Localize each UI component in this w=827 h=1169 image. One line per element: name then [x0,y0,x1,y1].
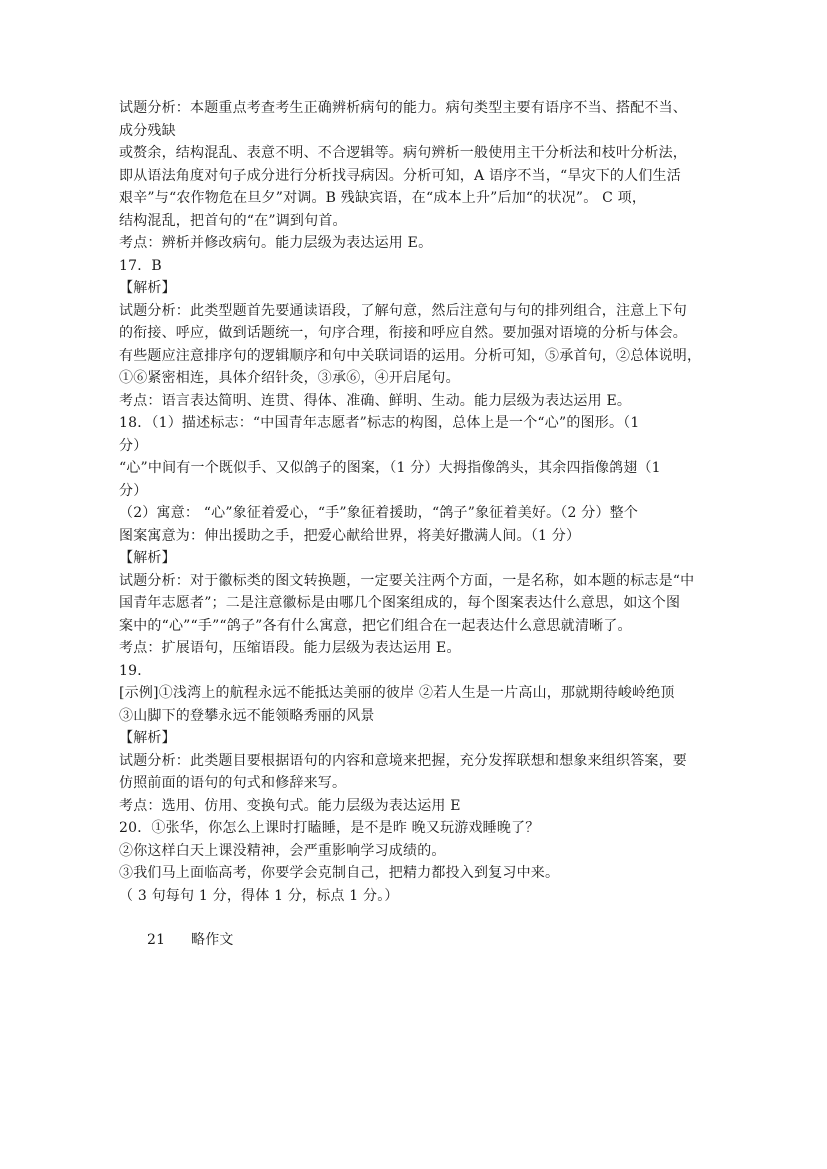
section-heading: 【解析】 [119,730,176,746]
text-line: 分） [119,482,148,499]
text-line: （ 3 句每句 1 分，得体 1 分，标点 1 分。） [119,887,399,904]
question-number: 17．B [119,257,162,274]
text-line: 考点：选用、仿用、变换句式。能力层级为表达运用 E [119,797,461,814]
document-body [119,97,709,952]
text-line: 考点：语言表达简明、连贯、得体、准确、鲜明、生动。能力层级为表达运用 E。 [119,392,632,409]
question-number: 18．（1）描述标志：“中国青年志愿者”标志的构图，总体上是一个“心”的图形。（1 [119,415,640,431]
text-line: 试题分析：对于徽标类的图文转换题，一定要关注两个方面，一是名称，如本题的标志是“中 [119,572,695,589]
text-line: 试题分析：本题重点考查考生正确辨析病句的能力。病句类型主要有语序不当、搭配不当、 [119,100,687,116]
text-line: ③我们马上面临高考，你要学会克制自己，把精力都投入到复习中来。 [119,865,560,881]
final-question-text: 略作文 [191,932,234,948]
text-line: 图案寓意为：伸出援助之手，把爱心献给世界，将美好撒满人间。（1 分） [119,527,581,544]
section-heading: 【解析】 [119,280,176,296]
text-line: 试题分析：此类题目要根据语句的内容和意境来把握，充分发挥联想和想象来组织答案，要 [119,752,687,769]
final-question [119,929,709,952]
text-line: 结构混乱，把首句的“在”调到句首。 [119,212,347,229]
text-line: 案中的“心”“手”“鸽子”各有什么寓意，把它们组合在一起表达什么意思就清晰了。 [119,617,632,634]
spacer [119,907,709,929]
text-line: 即从语法角度对句子成分进行分析找寻病因。分析可知，A 语序不当，“旱灾下的人们生活 [119,167,681,184]
question-number: 20．①张华，你怎么上课时打瞌睡，是不是昨 晚又玩游戏睡晚了？ [119,820,540,836]
question-number: 19． [119,662,152,679]
text-line: 分） [119,437,148,454]
text-line: 国青年志愿者”；二是注意徽标是由哪几个图案组成的，每个图案表达什么意思，如这个图 [119,595,681,611]
text-line: [示例]①浅湾上的航程永远不能抵达美丽的彼岸 ②若人生是一片高山，那就期待峻岭绝顶 [119,685,675,701]
text-line: ③山脚下的登攀永远不能领略秀丽的风景 [119,707,375,724]
text-line: ①⑥紧密相连，具体介绍针灸，③承⑥，④开启尾句。 [119,370,460,386]
text-line: 的衔接、呼应，做到话题统一，句序合理，衔接和呼应自然。要加强对语境的分析与体会。 [119,325,687,341]
section-heading: 【解析】 [119,550,176,566]
final-question-number: 21 [147,932,166,948]
text-line: “心”中间有一个既似手、又似鸽子的图案，（1 分）大拇指像鸽头，其余四指像鸽翅（1 [119,460,661,476]
text-line: 考点：扩展语句，压缩语段。能力层级为表达运用 E。 [119,640,461,656]
text-line: 有些题应注意排序句的逻辑顺序和句中关联词语的运用。分析可知，⑤承首句，②总体说明， [119,347,702,364]
text-line: 试题分析：此类型题首先要通读语段，了解句意，然后注意句与句的排列组合，注意上下句 [119,302,687,319]
text-line: （2）寓意： “心”象征着爱心，“手”象征着援助，“鸽子”象征着美好。（2 分）整个 [119,505,639,521]
text-line: 仿照前面的语句的句式和修辞来写。 [119,775,347,791]
text-line: 或赘余，结构混乱、表意不明、不合逻辑等。病句辨析一般使用主干分析法和枝叶分析法， [119,145,687,161]
text-line: 考点：辨析并修改病句。能力层级为表达运用 E。 [119,235,433,251]
text-line: 艰辛”与“农作物危在旦夕”对调。B 残缺宾语，在“成本上升”后加“的状况”。 C 项， [119,190,647,206]
text-line: 成分残缺 [119,122,176,139]
text-line: ②你这样白天上课没精神，会严重影响学习成绩的。 [119,842,446,859]
